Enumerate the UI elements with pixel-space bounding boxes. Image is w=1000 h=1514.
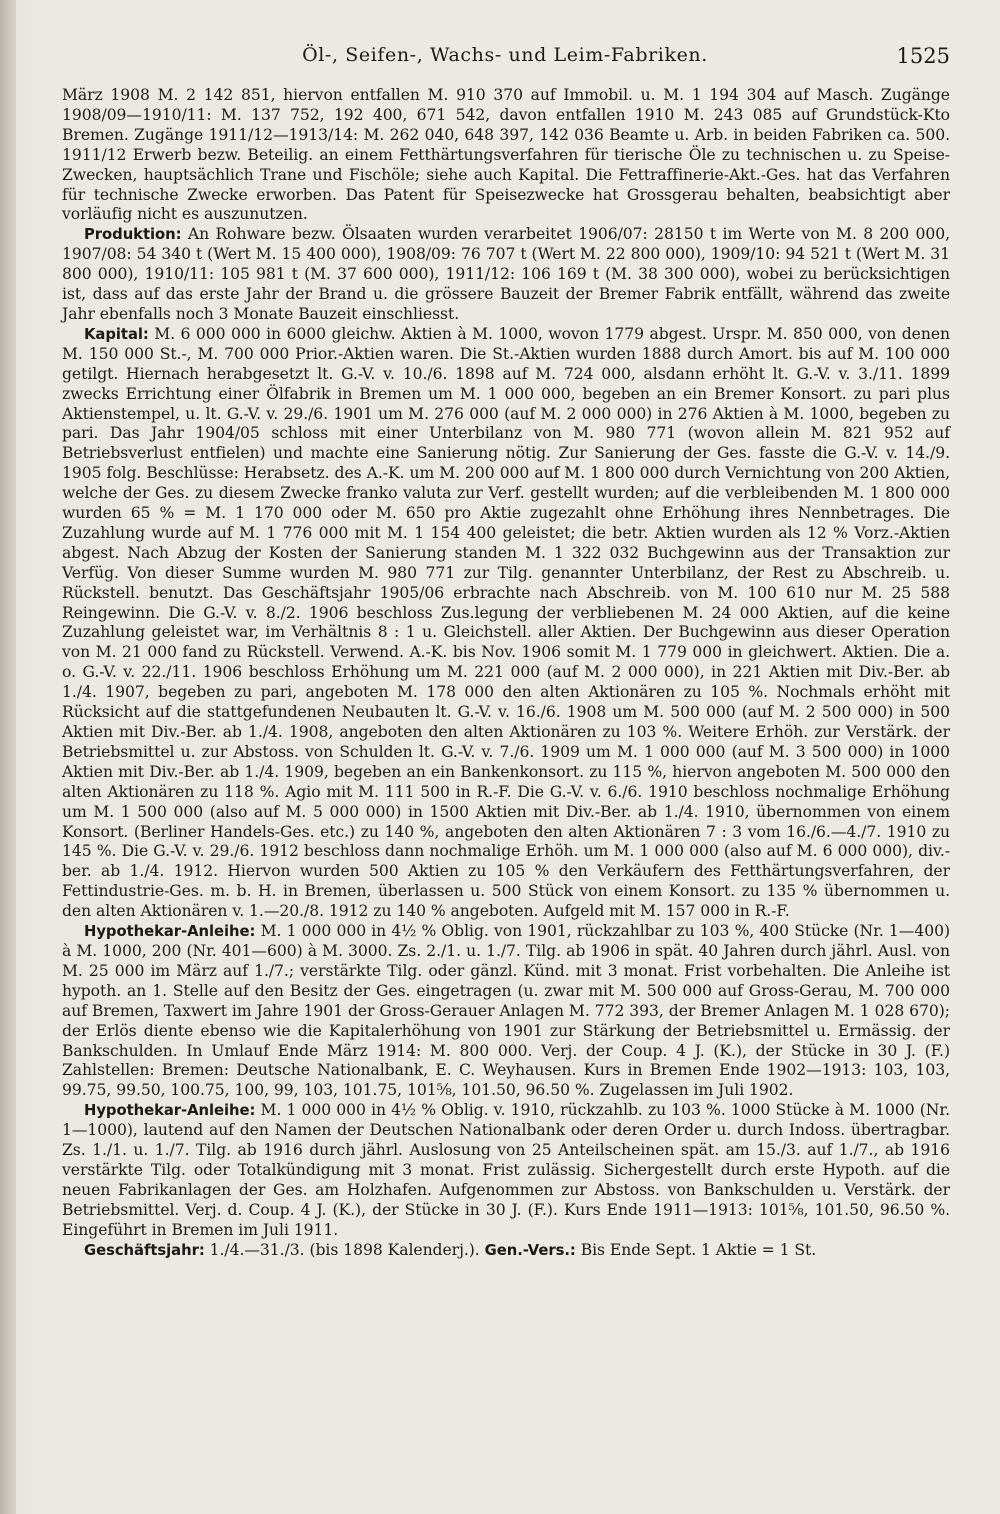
section-heading: Gen.-Vers.: [484,1241,576,1259]
section-heading: Hypothekar-Anleihe: [84,923,256,941]
section-heading: Hypothekar-Anleihe: [84,1102,256,1120]
section-heading: Geschäftsjahr: [84,1241,205,1259]
paragraph-produktion [62,225,950,325]
paragraph-text: März 1908 M. 2 142 851, hiervon entfallen M. 910 370 auf Immobil. u. M. 1 194 304 auf Masch. Zugänge 1908/09—1910/11: M. 137 752, 192 400, 671 542, davon entfallen 1910 M. 243 085 auf Grundstück-Kto Bremen. Zugänge 1911/12—1913/14: M. 262 040, 648 397, 142 036 Beamte u. Arb. in beiden Fabriken ca. 500. 1911/12 Erwerb bezw. Beteilig. an einem Fetthärtungsverfahren für tierische Öle zu technischen u. zu Speise-Zwecken, hauptsächlich Trane und Fischöle; siehe auch Kapital. Die Fettraffinerie-Akt.-Ges. hat das Verfahren für technische Zwecke erworben. Das Patent für Speisezwecke hat Grossgerau behalten, beabsichtigt aber vorläufig nicht es auszunutzen. [62,86,950,224]
section-heading: Kapital: [84,325,149,343]
page-body [62,86,950,1260]
paragraph-text: M. 6 000 000 in 6000 gleichw. Aktien à M. 1000, wovon 1779 abgest. Urspr. M. 850 000, von denen M. 150 000 St.-, M. 700 000 Prior.-Aktien waren. Die St.-Aktien wurden 1888 durch Amort. bis auf M. 100 000 getilgt. Hiernach herabgesetzt lt. G.-V. v. 10./6. 1898 auf M. 724 000, alsdann erhöht lt. G.-V. v. 3./11. 1899 zwecks Errichtung einer Ölfabrik in Bremen um M. 1 000 000, begeben an ein Bremer Konsort. zu pari plus Aktienstempel, u. lt. G.-V. v. 29./6. 1901 um M. 276 000 (auf M. 2 000 000) in 276 Aktien à M. 1000, begeben zu pari. Das Jahr 1904/05 schloss mit einer Unterbilanz von M. 980 771 (wovon allein M. 821 952 auf Betriebsverlust entfielen) und machte eine Sanierung nötig. Zur Sanierung der Ges. fasste die G.-V. v. 14./9. 1905 folg. Beschlüsse: Herabsetz. des A.-K. um M. 200 000 auf M. 1 800 000 durch Vernichtung von 200 Aktien, welche der Ges. zu diesem Zwecke franko valuta zur Verf. gestellt wurden; auf die verbleibenden M. 1 800 000 wurden 65 % = M. 1 170 000 oder M. 650 pro Aktie zugezahlt ohne Erhöhung ihres Nennbetrages. Die Zuzahlung wurde auf M. 1 776 000 mit M. 1 154 400 geleistet; die betr. Aktien wurden als 12 % Vorz.-Aktien abgest. Nach Abzug der Kosten der Sanierung standen M. 1 322 032 Buchgewinn aus der Transaktion zur Verfüg. Von dieser Summe wurden M. 980 771 zur Tilg. genannter Unterbilanz, der Rest zu Abschreib. u. Rückstell. benutzt. Das Geschäftsjahr 1905/06 erbrachte nach Abschreib. von M. 100 610 nur M. 25 588 Reingewinn. Die G.-V. v. 8./2. 1906 beschloss Zus.legung der verbliebenen M. 24 000 Aktien, auf die keine Zuzahlung geleistet war, im Verhältnis 8 : 1 u. Gleichstell. aller Aktien. Der Buchgewinn aus dieser Operation von M. 21 000 fand zu Rückstell. Verwend. A.-K. bis Nov. 1906 somit M. 1 779 000 in gleichwert. Aktien. Die a. o. G.-V. v. 22./11. 1906 beschloss Erhöhung um M. 221 000 (auf M. 2 000 000), in 221 Aktien mit Div.-Ber. ab 1./4. 1907, begeben zu pari, angeboten M. 178 000 den alten Aktionären zu 105 %. Nochmals erhöht mit Rücksicht auf die stattgefundenen Neubauten lt. G.-V. v. 16./6. 1908 um M. 500 000 (auf M. 2 500 000) in 500 Aktien mit Div.-Ber. ab 1./4. 1908, angeboten den alten Aktionären zu 103 %. Weitere Erhöh. zur Verstärk. der Betriebsmittel u. zur Abstoss. von Schulden lt. G.-V. v. 7./6. 1909 um M. 1 000 000 (auf M. 3 500 000) in 1000 Aktien mit Div.-Ber. ab 1./4. 1909, begeben an ein Bankenkonsort. zu 115 %, hiervon angeboten M. 500 000 den alten Aktionären zu 118 %. Agio mit M. 111 500 in R.-F. Die G.-V. v. 6./6. 1910 beschloss nochmalige Erhöhung um M. 1 500 000 (also auf M. 5 000 000) in 1500 Aktien mit Div.-Ber. ab 1./4. 1910, übernommen von einem Konsort. (Berliner Handels-Ges. etc.) zu 140 %, angeboten den alten Aktionären 7 : 3 vom 16./6.—4./7. 1910 zu 145 %. Die G.-V. v. 29./6. 1912 beschloss dann nochmalige Erhöh. um M. 1 000 000 (also auf M. 6 000 000), div.-ber. ab 1./4. 1912. Hiervon wurden 500 Aktien zu 105 % den Verkäufern des Fetthärtungsverfahren, der Fettindustrie-Ges. m. b. H. in Bremen, überlassen u. 500 Stück von einem Konsort. zu 135 % übernommen u. den alten Aktionären v. 1.—20./8. 1912 zu 140 % angeboten. Aufgeld mit M. 157 000 in R.-F. [62,324,950,921]
section-heading: Produktion: [84,226,182,244]
paragraph-assets [62,86,950,225]
paragraph-hypothekar-anleihe-1910 [62,1101,950,1240]
paragraph-kapital [62,325,950,922]
paragraph-text: Bis Ende Sept. 1 Aktie = 1 St. [575,1240,817,1259]
page-number: 1525 [896,44,950,68]
paragraph-text: M. 1 000 000 in 4½ % Oblig. v. 1910, rückzahlb. zu 103 %. 1000 Stücke à M. 1000 (Nr. 1—1000), lautend auf den Namen der Deutschen Nationalbank oder deren Order u. durch Indoss. übertragbar. Zs. 1./1. u. 1./7. Tilg. ab 1916 durch jährl. Auslosung von 25 Anteilscheinen spät. am 15./3. auf 1./7., ab 1916 verstärkte Tilg. oder Totalkündigung mit 3 monat. Frist zulässig. Sichergestellt durch erste Hypoth. auf die neuen Fabrikanlagen der Ges. am Holzhafen. Aufgenommen zur Abstoss. von Bankschulden u. Verstärk. der Betriebsmittel. Verj. d. Coup. 4 J. (K.), der Stücke in 30 J. (F.). Kurs Ende 1911—1913: 101⅝, 101.50, 96.50 %. Eingeführt in Bremen im Juli 1911. [62,1101,950,1239]
running-header [60,40,950,74]
page-gutter-shadow [0,0,16,1514]
paragraph-hypothekar-anleihe-1901 [62,922,950,1101]
paragraph-text: 1./4.—31./3. (bis 1898 Kalenderj.). [204,1240,485,1259]
running-title: Öl-, Seifen-, Wachs- und Leim-Fabriken. [302,44,708,66]
paragraph-text: M. 1 000 000 in 4½ % Oblig. von 1901, rückzahlbar zu 103 %, 400 Stücke (Nr. 1—400) à M. 1000, 200 (Nr. 401—600) à M. 3000. Zs. 2./1. u. 1./7. Tilg. ab 1906 in spät. 40 Jahren durch jährl. Ausl. von M. 25 000 im März auf 1./7.; verstärkte Tilg. oder gänzl. Künd. mit 3 monat. Frist vorbehalten. Die Anleihe ist hypoth. an 1. Stelle auf den Besitz der Ges. eingetragen (u. zwar mit M. 500 000 auf Gross-Gerau, M. 700 000 auf Bremen, Taxwert im Jahre 1901 der Gross-Gerauer Anlagen M. 772 393, der Bremer Anlagen M. 1 028 670); der Erlös diente ebenso wie die Kapitalerhöhung von 1901 zur Stärkung der Betriebsmittel u. Ermässig. der Bankschulden. In Umlauf Ende März 1914: M. 800 000. Verj. der Coup. 4 J. (K.), der Stücke in 30 J. (F.) Zahlstellen: Bremen: Deutsche Nationalbank, E. C. Weyhausen. Kurs in Bremen Ende 1902—1913: 103, 103, 99.75, 99.50, 100.75, 100, 99, 103, 101.75, 101⅝, 101.50, 96.50 %. Zugelassen im Juli 1902. [62,922,950,1100]
paragraph-geschaeftsjahr [62,1241,950,1261]
paragraph-text: An Rohware bezw. Ölsaaten wurden verarbeitet 1906/07: 28150 t im Werte von M. 8 200 000, 1907/08: 54 340 t (Wert M. 15 400 000), 1908/09: 76 707 t (Wert M. 22 800 000), 1909/10: 94 521 t (Wert M. 31 800 000), 1910/11: 105 981 t (M. 37 600 000), 1911/12: 106 169 t (M. 38 300 000), wobei zu berücksichtigen ist, dass auf das erste Jahr der Brand u. die grössere Bauzeit der Bremer Fabrik entfällt, während das zweite Jahr ebenfalls noch 3 Monate Bauzeit einschliesst. [62,225,950,323]
